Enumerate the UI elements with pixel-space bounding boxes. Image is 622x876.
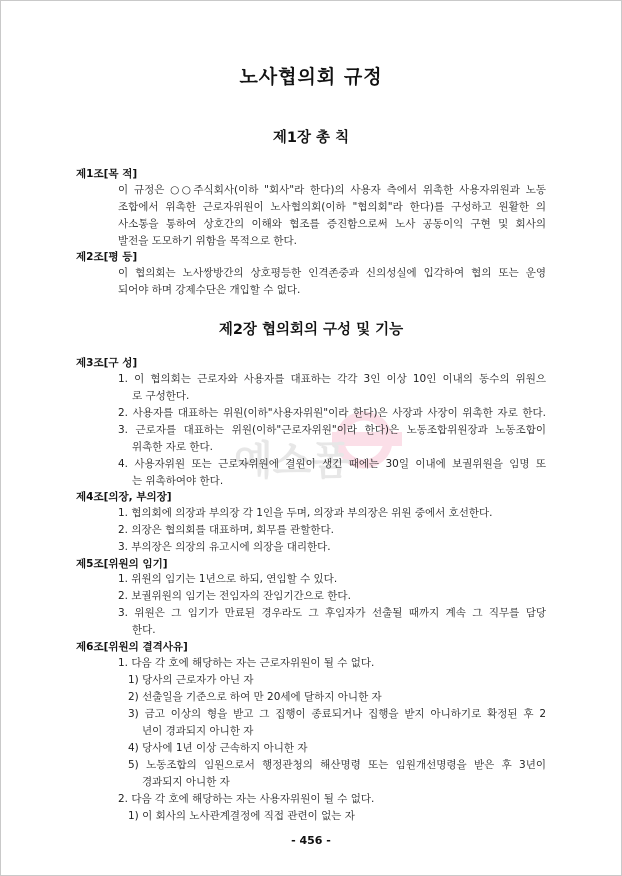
article-6-heading: 제6조[위원의 결격사유]	[76, 641, 188, 653]
body-line: 1) 이 회사의 노사관계결정에 직접 관련이 없는 자	[128, 810, 355, 822]
body-line: 발전을 도모하기 위함을 목적으로 한다.	[118, 235, 297, 247]
watermark-text: 예스폼	[234, 438, 350, 484]
body-line: 2. 의장은 협의회를 대표하며, 회무를 관할한다.	[118, 524, 334, 536]
body-line: 2. 사용자를 대표하는 위원(이하"사용자위원"이라 한다)은 사장과 사장이 위촉한 자로 한다.	[118, 407, 546, 419]
page-number: - 456 -	[291, 834, 331, 847]
body-line: 1. 다음 각 호에 해당하는 자는 근로자위원이 될 수 없다.	[118, 657, 375, 669]
document-title: 노사협의회 규정	[239, 66, 383, 88]
body-line: 경과되지 아니한 자	[142, 776, 230, 788]
body-line: 5) 노동조합의 임원으로서 행정관청의 해산명령 또는 임원개선명령을 받은 후 3년이	[128, 759, 546, 771]
article-2-heading: 제2조[평 등]	[76, 251, 138, 263]
body-line: 2. 보궐위원의 임기는 전임자의 잔임기간으로 한다.	[118, 590, 351, 602]
body-line: 사소통을 통하여 상호간의 이해와 협조를 증진함으로써 노사 공동이익 구현 및 회사의	[118, 218, 546, 230]
body-line: 1. 협의회에 의장과 부의장 각 1인을 두며, 의장과 부의장은 위원 중에서 호선한다.	[118, 507, 493, 519]
body-line: 1) 당사의 근로자가 아닌 자	[128, 674, 254, 686]
body-line: 이 규정은 ○○주식회사(이하 "회사"라 한다)의 사용자 측에서 위촉한 사용자위원과 노동	[118, 184, 546, 196]
body-line: 이 협의회는 노사쌍방간의 상호평등한 인격존중과 신의성실에 입각하여 협의 또는 운영	[118, 267, 546, 279]
article-3-heading: 제3조[구 성]	[76, 357, 138, 369]
article-5-heading: 제5조[위원의 임기]	[76, 558, 168, 570]
body-line: 한다.	[132, 624, 156, 636]
body-line: 위촉한 자로 한다.	[132, 441, 214, 453]
body-line: 4. 사용자위원 또는 근로자위원에 결원이 생긴 때에는 30일 이내에 보궐위원을 임명 또	[118, 458, 546, 470]
body-line: 년이 경과되지 아니한 자	[142, 725, 254, 737]
body-line: 4) 당사에 1년 이상 근속하지 아니한 자	[128, 742, 308, 754]
body-line: 1. 이 협의회는 근로자와 사용자를 대표하는 각각 3인 이상 10인 이내의 동수의 위원으	[118, 373, 546, 385]
body-line: 는 위촉하여야 한다.	[132, 475, 224, 487]
chapter-1-heading: 제1장 총 칙	[272, 130, 350, 146]
article-4-heading: 제4조[의장, 부의장]	[76, 491, 172, 503]
body-line: 되어야 하며 강제수단은 개입할 수 없다.	[118, 284, 301, 296]
body-line: 2) 선출일을 기준으로 하여 만 20세에 달하지 아니한 자	[128, 691, 382, 703]
body-line: 3) 금고 이상의 형을 받고 그 집행이 종료되거나 집행을 받지 아니하기로 확정된 후 2	[128, 708, 546, 720]
body-line: 2. 다음 각 호에 해당하는 자는 사용자위원이 될 수 없다.	[118, 793, 375, 805]
body-line: 로 구성한다.	[132, 390, 190, 402]
body-line: 3. 부의장은 의장의 유고시에 의장을 대리한다.	[118, 541, 331, 553]
chapter-2-heading: 제2장 협의회의 구성 및 기능	[218, 322, 404, 338]
body-line: 3. 위원은 그 임기가 만료된 경우라도 그 후임자가 선출될 때까지 계속 그 직무를 담당	[118, 607, 546, 619]
article-1-heading: 제1조[목 적]	[76, 168, 138, 180]
body-line: 3. 근로자를 대표하는 위원(이하"근로자위원"이라 한다)은 노동조합위원장과 노동조합이	[118, 424, 546, 436]
body-line: 1. 위원의 임기는 1년으로 하되, 연임할 수 있다.	[118, 573, 338, 585]
body-line: 조합에서 위촉한 근로자위원이 노사협의회(이하 "협의회"라 한다)를 구성하고 원활한 의	[118, 201, 546, 213]
